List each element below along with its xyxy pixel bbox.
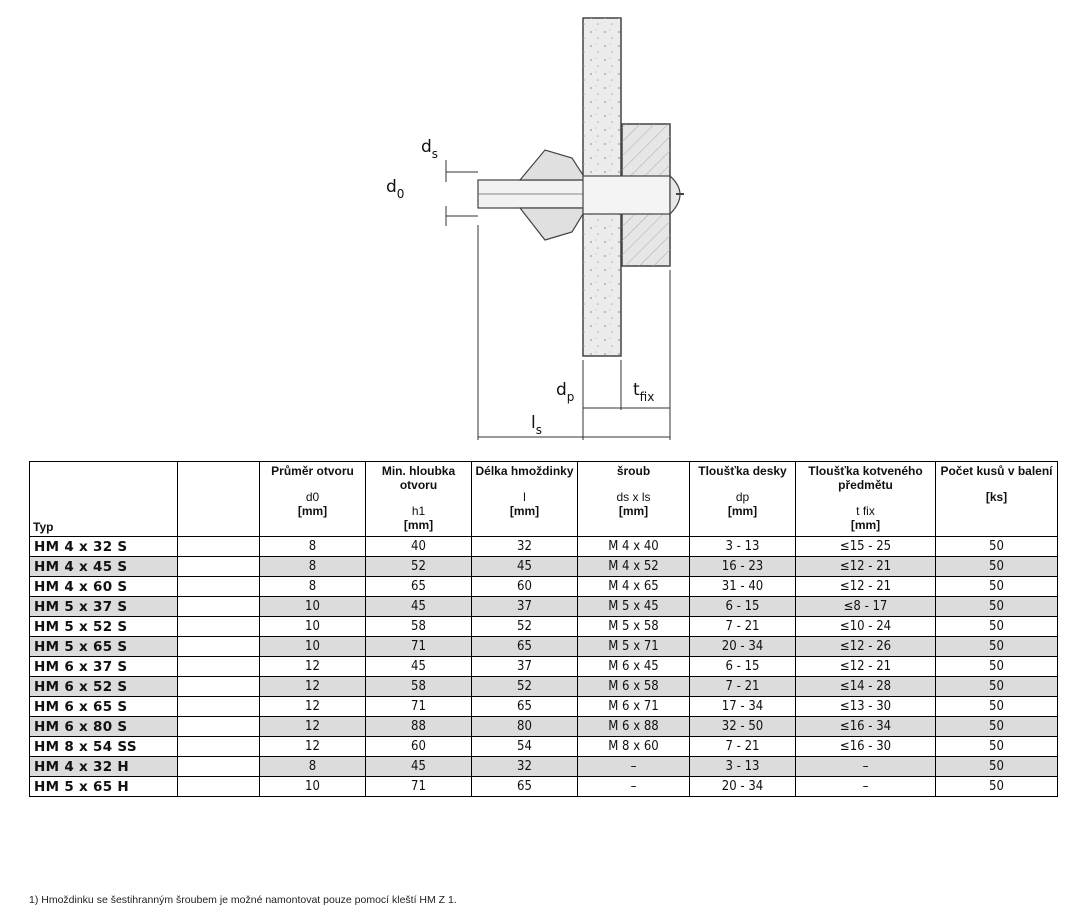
table-row xyxy=(30,537,1058,557)
cell-typ: HM 5 x 52 S xyxy=(30,617,178,637)
cell-typ: HM 8 x 54 SS xyxy=(30,737,178,757)
cell-typ: HM 5 x 65 S xyxy=(30,637,178,657)
cell-l: 52 xyxy=(472,677,578,697)
cell-dp: 3 - 13 xyxy=(690,757,796,777)
table-row xyxy=(30,757,1058,777)
cell-h1: 52 xyxy=(366,557,472,577)
cell-typ: HM 4 x 32 S xyxy=(30,537,178,557)
cell-screw: M 5 x 58 xyxy=(578,617,690,637)
table-row xyxy=(30,777,1058,797)
blank-cell xyxy=(178,777,260,797)
cell-d0: 12 xyxy=(260,677,366,697)
cell-l: 80 xyxy=(472,717,578,737)
table-row xyxy=(30,637,1058,657)
blank-cell xyxy=(178,617,260,637)
cell-h1: 45 xyxy=(366,657,472,677)
cell-typ: HM 4 x 32 H xyxy=(30,757,178,777)
cell-h1: 45 xyxy=(366,597,472,617)
blank-cell xyxy=(178,717,260,737)
cell-l: 54 xyxy=(472,737,578,757)
cell-dp: 31 - 40 xyxy=(690,577,796,597)
label-ls: $l_s$ xyxy=(531,413,542,437)
cell-tfix: ≤10 - 24 xyxy=(796,617,936,637)
table-row xyxy=(30,597,1058,617)
cell-screw: – xyxy=(578,777,690,797)
header-board-thickness: Tloušťka desky dp [mm] xyxy=(690,462,796,537)
blank-cell xyxy=(178,677,260,697)
cell-typ: HM 6 x 80 S xyxy=(30,717,178,737)
cell-d0: 10 xyxy=(260,597,366,617)
cell-tfix: ≤15 - 25 xyxy=(796,537,936,557)
cell-l: 52 xyxy=(472,617,578,637)
header-diameter: Průměr otvoru d0 [mm] xyxy=(260,462,366,537)
cell-dp: 20 - 34 xyxy=(690,777,796,797)
cell-dp: 6 - 15 xyxy=(690,597,796,617)
cell-dp: 7 - 21 xyxy=(690,737,796,757)
table-row xyxy=(30,697,1058,717)
cell-tfix: – xyxy=(796,757,936,777)
table-row xyxy=(30,657,1058,677)
cell-l: 45 xyxy=(472,557,578,577)
blank-cell xyxy=(178,637,260,657)
specification-table xyxy=(29,461,1058,797)
cell-typ: HM 4 x 45 S xyxy=(30,557,178,577)
table-row xyxy=(30,717,1058,737)
blank-cell xyxy=(178,757,260,777)
cell-screw: M 6 x 71 xyxy=(578,697,690,717)
cell-l: 32 xyxy=(472,757,578,777)
cell-d0: 12 xyxy=(260,697,366,717)
cell-d0: 8 xyxy=(260,557,366,577)
label-dp: $d_p$ xyxy=(556,380,575,404)
cell-h1: 58 xyxy=(366,617,472,637)
cell-typ: HM 6 x 37 S xyxy=(30,657,178,677)
cell-tfix: ≤12 - 26 xyxy=(796,637,936,657)
cell-h1: 88 xyxy=(366,717,472,737)
cell-d0: 12 xyxy=(260,657,366,677)
blank-cell xyxy=(178,537,260,557)
cell-tfix: – xyxy=(796,777,936,797)
blank-cell xyxy=(178,577,260,597)
cell-typ: HM 5 x 65 H xyxy=(30,777,178,797)
cell-screw: M 5 x 45 xyxy=(578,597,690,617)
cell-qty: 50 xyxy=(936,557,1058,577)
cell-screw: M 6 x 45 xyxy=(578,657,690,677)
cell-qty: 50 xyxy=(936,677,1058,697)
cell-l: 65 xyxy=(472,697,578,717)
cell-dp: 17 - 34 xyxy=(690,697,796,717)
cell-qty: 50 xyxy=(936,777,1058,797)
cell-d0: 8 xyxy=(260,537,366,557)
cell-screw: M 5 x 71 xyxy=(578,637,690,657)
cell-dp: 6 - 15 xyxy=(690,657,796,677)
cell-typ: HM 6 x 52 S xyxy=(30,677,178,697)
cell-qty: 50 xyxy=(936,617,1058,637)
cell-dp: 3 - 13 xyxy=(690,537,796,557)
blank-cell xyxy=(178,657,260,677)
footnote: 1) Hmoždinku se šestihranným šroubem je možné namontovat pouze pomocí kleští HM Z 1. xyxy=(29,894,457,906)
cell-d0: 8 xyxy=(260,577,366,597)
cell-dp: 20 - 34 xyxy=(690,637,796,657)
label-d0: $d_0$ xyxy=(386,177,405,201)
cell-qty: 50 xyxy=(936,757,1058,777)
cell-h1: 71 xyxy=(366,697,472,717)
cell-tfix: ≤12 - 21 xyxy=(796,577,936,597)
cell-d0: 10 xyxy=(260,637,366,657)
cell-dp: 7 - 21 xyxy=(690,617,796,637)
label-tfix: $t_{fix}$ xyxy=(633,380,655,404)
cell-d0: 8 xyxy=(260,757,366,777)
cell-qty: 50 xyxy=(936,717,1058,737)
header-fixture-thickness: Tloušťka kotveného předmětu t fix [mm] xyxy=(796,462,936,537)
cell-qty: 50 xyxy=(936,657,1058,677)
cell-l: 60 xyxy=(472,577,578,597)
cell-tfix: ≤13 - 30 xyxy=(796,697,936,717)
cell-h1: 58 xyxy=(366,677,472,697)
cell-l: 32 xyxy=(472,537,578,557)
label-ds: $d_s$ xyxy=(421,137,439,161)
header-depth: Min. hloubka otvoru h1 [mm] xyxy=(366,462,472,537)
cell-l: 65 xyxy=(472,637,578,657)
header-blank xyxy=(178,462,260,537)
blank-cell xyxy=(178,597,260,617)
cell-d0: 10 xyxy=(260,617,366,637)
cell-h1: 71 xyxy=(366,637,472,657)
cell-h1: 65 xyxy=(366,577,472,597)
cell-l: 65 xyxy=(472,777,578,797)
header-length: Délka hmoždinky l [mm] xyxy=(472,462,578,537)
cell-typ: HM 5 x 37 S xyxy=(30,597,178,617)
cell-tfix: ≤16 - 34 xyxy=(796,717,936,737)
table-row xyxy=(30,617,1058,637)
cell-tfix: ≤12 - 21 xyxy=(796,657,936,677)
cell-d0: 12 xyxy=(260,717,366,737)
cell-tfix: ≤16 - 30 xyxy=(796,737,936,757)
cell-h1: 40 xyxy=(366,537,472,557)
cell-tfix: ≤14 - 28 xyxy=(796,677,936,697)
cell-h1: 45 xyxy=(366,757,472,777)
table-row xyxy=(30,737,1058,757)
cell-typ: HM 6 x 65 S xyxy=(30,697,178,717)
cell-qty: 50 xyxy=(936,737,1058,757)
header-row xyxy=(30,462,1058,537)
cell-screw: M 8 x 60 xyxy=(578,737,690,757)
blank-cell xyxy=(178,697,260,717)
cell-dp: 32 - 50 xyxy=(690,717,796,737)
cell-screw: M 4 x 52 xyxy=(578,557,690,577)
header-typ: Typ xyxy=(30,462,178,537)
cell-tfix: ≤8 - 17 xyxy=(796,597,936,617)
cell-screw: M 4 x 65 xyxy=(578,577,690,597)
blank-cell xyxy=(178,737,260,757)
cell-l: 37 xyxy=(472,597,578,617)
table-row xyxy=(30,557,1058,577)
cell-h1: 60 xyxy=(366,737,472,757)
cell-l: 37 xyxy=(472,657,578,677)
cell-screw: M 6 x 58 xyxy=(578,677,690,697)
cell-qty: 50 xyxy=(936,597,1058,617)
cell-qty: 50 xyxy=(936,697,1058,717)
blank-cell xyxy=(178,557,260,577)
cell-dp: 16 - 23 xyxy=(690,557,796,577)
cell-screw: M 6 x 88 xyxy=(578,717,690,737)
table-row xyxy=(30,677,1058,697)
cell-screw: – xyxy=(578,757,690,777)
cell-qty: 50 xyxy=(936,537,1058,557)
cell-qty: 50 xyxy=(936,637,1058,657)
cell-d0: 10 xyxy=(260,777,366,797)
cell-tfix: ≤12 - 21 xyxy=(796,557,936,577)
cell-h1: 71 xyxy=(366,777,472,797)
cell-screw: M 4 x 40 xyxy=(578,537,690,557)
cell-d0: 12 xyxy=(260,737,366,757)
header-screw: šroub ds x ls [mm] xyxy=(578,462,690,537)
table-row xyxy=(30,577,1058,597)
header-quantity: Počet kusů v balení [ks] xyxy=(936,462,1058,537)
cell-dp: 7 - 21 xyxy=(690,677,796,697)
cell-typ: HM 4 x 60 S xyxy=(30,577,178,597)
cell-qty: 50 xyxy=(936,577,1058,597)
